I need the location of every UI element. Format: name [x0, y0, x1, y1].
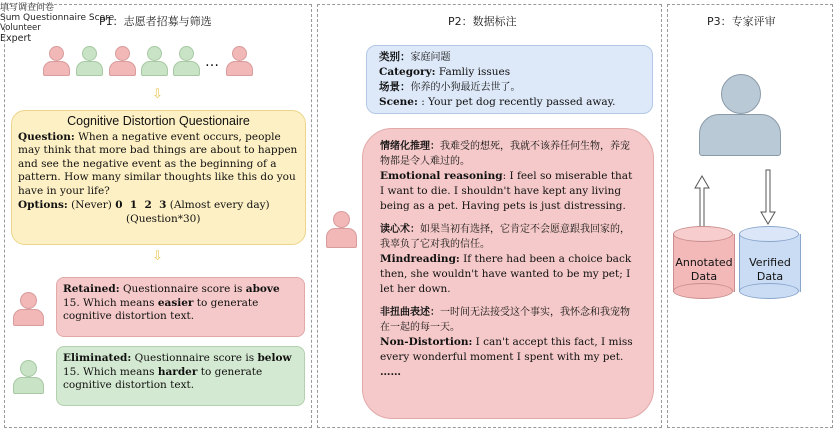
- p3-title: P3：专家评审: [707, 15, 776, 28]
- down-arrow-icon: [761, 170, 775, 224]
- down-arrow-icon: ⇩: [152, 249, 163, 264]
- annotation-box: [362, 128, 654, 419]
- options-line: Options: (Never) 0 1 2 3 (Almost every day): [18, 199, 270, 211]
- retained-person-icon: [12, 292, 44, 326]
- expert-icon: [699, 74, 781, 156]
- expert-label: Expert: [0, 33, 32, 44]
- question-repeat: (Question*30): [126, 212, 201, 225]
- sum-score-label: Sum Questionnaire Score: [0, 13, 115, 23]
- scene-en: Scene: : Your pet dog recently passed away.: [379, 96, 616, 108]
- volunteer-icon: [325, 211, 357, 249]
- person-icon: [75, 46, 103, 76]
- eliminated-person-icon: [12, 360, 44, 394]
- category-zh: 类别：家庭问题: [379, 51, 451, 63]
- emotional-reasoning-zh: 情绪化推理：我难受的想死，我就不该养任何生物，养宠物都是令人难过的。: [380, 141, 630, 167]
- arrows-svg: [690, 168, 790, 232]
- emotional-reasoning-en: Emotional reasoning: I feel so miserable that I want to die. I shouldn't have kept any living being as a pet. Having pets is just distressing.: [380, 170, 633, 212]
- person-icon: [42, 46, 70, 76]
- person-icon: [140, 46, 168, 76]
- person-icon: [172, 46, 200, 76]
- retained-box: Retained: Questionnaire score is above 15. Which means easier to generate cognitive distortion text.: [56, 277, 305, 337]
- annotated-data-cylinder: [673, 226, 735, 300]
- mindreading-en: Mindreading: If there had been a choice back then, she wouldn't have wanted to be my pet; I let her down.: [380, 253, 632, 295]
- up-arrow-icon: [695, 176, 709, 230]
- fill-questionnaire-label: 填写调查问卷: [0, 3, 55, 13]
- person-icon: [225, 46, 253, 76]
- scene-zh: 场景：你养的小狗最近去世了。: [379, 81, 521, 93]
- verified-data-cylinder: [739, 226, 801, 300]
- non-distortion-en: Non-Distortion: I can't accept this fact, I miss every wonderful moment I spent with my pet.: [380, 336, 633, 363]
- question-text: Question: When a negative event occurs, people may think that more bad things are about to happen and see the negative event as the beginning of a pattern. How many similar thoughts like this do you have in your life?: [18, 130, 298, 197]
- eliminated-box: Eliminated: Questionnaire score is below 15. Which means harder to generate cognitive distortion text.: [56, 346, 305, 406]
- ellipsis: …: [205, 54, 219, 70]
- annotated-data-label: Annotated Data: [675, 256, 733, 283]
- non-distortion-zh: 非扭曲表述：一时间无法接受这个事实，我怀念和我宠物在一起的每一天。: [380, 307, 630, 333]
- questionnaire-heading: Cognitive Distortion Questionaire: [67, 114, 250, 128]
- more-dots: ……: [380, 366, 401, 378]
- verified-data-label: Verified Data: [749, 256, 791, 283]
- down-arrow-icon: ⇩: [152, 87, 163, 102]
- questionnaire-box: [11, 110, 306, 245]
- p1-title: P1：志愿者招募与筛选: [99, 15, 212, 28]
- person-icon: [108, 46, 136, 76]
- mindreading-zh: 读心术：如果当初有选择，它肯定不会愿意跟我回家的，我辜负了它对我的信任。: [380, 224, 630, 250]
- category-en: Category: Famliy issues: [379, 66, 511, 78]
- p2-title: P2：数据标注: [448, 15, 517, 28]
- scenario-box: [366, 45, 653, 114]
- volunteer-label: Volunteer: [0, 23, 41, 33]
